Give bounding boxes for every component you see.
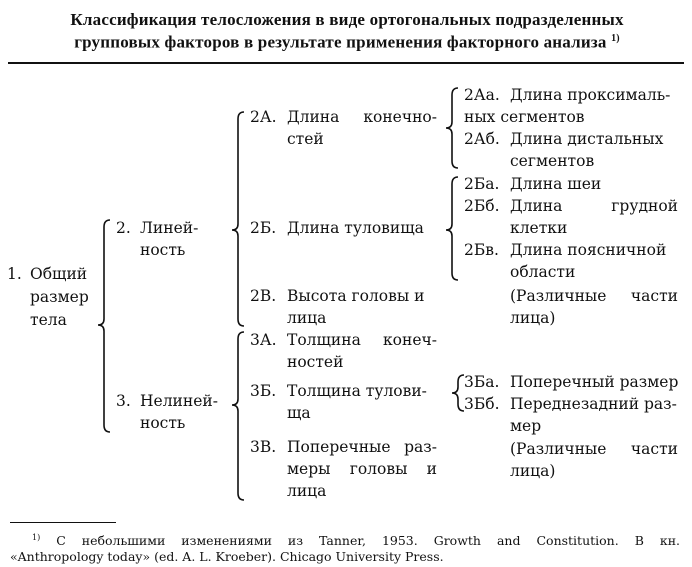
level3-3A-line-2: ностей [287, 353, 344, 371]
level3-3A-line-1: Толщина конеч- [287, 331, 437, 349]
level2-item-3-line-1: Нелиней- [140, 392, 218, 410]
level3-3B-line-2: ща [287, 404, 311, 422]
level3-2V-number: 2В. [250, 287, 277, 305]
level4-3Ba-line-1: Поперечный размер [510, 373, 679, 391]
level4-3V-note-line-1: (Различные части [510, 440, 678, 458]
level4-2Bb-line-2: клетки [510, 219, 568, 237]
level4-2Aa-line-1: Длина проксималь- [510, 86, 671, 104]
level3-2A-line-2: стей [287, 130, 324, 148]
level4-3Bb-line-1: Переднезадний раз- [510, 395, 677, 413]
level3-2A-number: 2А. [250, 108, 277, 126]
brace-2B [446, 177, 458, 280]
level3-3A-number: 3А. [250, 331, 277, 349]
level3-2V-line-2: лица [287, 309, 327, 327]
level2-item-3-line-2: ность [140, 414, 186, 432]
level4-2Ab-line-2: сегментов [510, 152, 595, 170]
level1-number: 1. [7, 265, 22, 283]
level4-2V-note-line-2: лица) [510, 309, 556, 327]
level4-2Ba-line-1: Длина шеи [510, 175, 602, 193]
level2-item-2-line-2: ность [140, 241, 186, 259]
level3-3B-line-1: Толщина тулови- [287, 382, 427, 400]
level4-2Bv-line-2: области [510, 263, 576, 281]
level2-item-3-number: 3. [116, 392, 131, 410]
brace-3B [452, 375, 464, 411]
level4-2Bv-line-1: Длина поясничной [510, 241, 667, 259]
title-footnote-marker: 1) [611, 33, 620, 44]
brace-nonlinearity [232, 332, 244, 500]
brace-level1 [98, 220, 110, 432]
level4-3V-note-line-2: лица) [510, 462, 556, 480]
level4-2V-note-line-1: (Различные части [510, 287, 678, 305]
brace-2A [446, 88, 458, 168]
level3-2A-line-1: Длина конечно- [287, 108, 437, 126]
brace-linearity [232, 112, 244, 326]
footnote-line-2: «Anthropology today» (ed. A. L. Kroeber). Chicago University Press. [10, 549, 444, 565]
level1-line-2: размер [30, 288, 89, 306]
title-line-2: групповых факторов в результате применения факторного анализа [74, 32, 607, 52]
title-line-1: Классификация телосложения в виде ортогональных подразделенных [70, 10, 624, 29]
level4-2Aa-number: 2Аа. [464, 86, 500, 104]
footnote-line-1: С небольшими изменениями из Tanner, 1953. Growth and Constitution. В кн. [56, 533, 680, 549]
level2-item-2-number: 2. [116, 219, 131, 237]
level4-2Bv-number: 2Бв. [464, 241, 499, 259]
level4-2Aa-line-2: ных сегментов [464, 108, 585, 126]
level1-line-3: тела [30, 311, 67, 329]
footnote-marker: 1) [32, 533, 41, 542]
level3-3V-line-3: лица [287, 482, 327, 500]
level3-2B-number: 2Б. [250, 219, 277, 237]
level4-2Ab-line-1: Длина дистальных [510, 130, 664, 148]
level4-3Bb-number: 3Бб. [464, 395, 500, 413]
level2-item-2-line-1: Линей- [140, 219, 199, 237]
footnote-rule [10, 522, 116, 523]
level3-2B-line-1: Длина туловища [287, 219, 424, 237]
level3-3B-number: 3Б. [250, 382, 277, 400]
level3-3V-line-2: меры головы и [287, 460, 437, 478]
level4-3Ba-number: 3Ба. [464, 373, 500, 391]
level4-2Bb-line-1: Длина грудной [510, 197, 678, 215]
level3-3V-number: 3В. [250, 438, 277, 456]
level3-2V-line-1: Высота головы и [287, 287, 425, 305]
level4-2Bb-number: 2Бб. [464, 197, 500, 215]
level4-2Ba-number: 2Ба. [464, 175, 500, 193]
level4-3Bb-line-2: мер [510, 417, 542, 435]
footnote [10, 530, 680, 565]
level4-2Ab-number: 2Аб. [464, 130, 500, 148]
level3-3V-line-1: Поперечные раз- [287, 438, 437, 456]
level1-line-1: Общий [30, 265, 88, 283]
